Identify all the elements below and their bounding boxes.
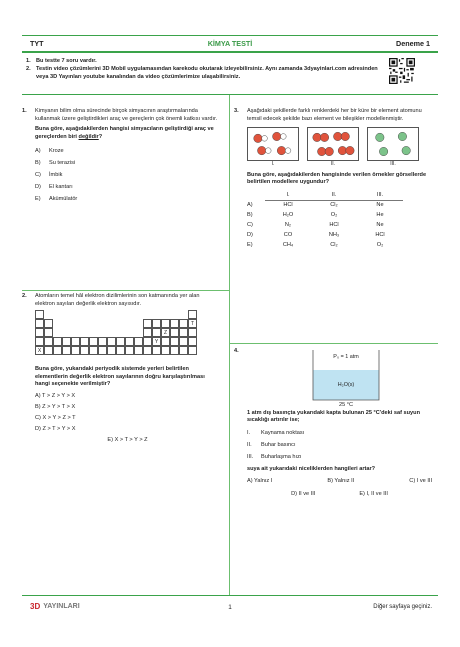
option-text: Kroze	[49, 147, 64, 154]
element-x: X	[35, 346, 44, 355]
liquid-label: H₂O(s)	[337, 382, 355, 388]
pt-cell	[152, 346, 161, 355]
pt-cell	[179, 319, 188, 328]
pt-cell	[143, 328, 152, 337]
pt-cell	[44, 337, 53, 346]
item-key: III.	[247, 453, 254, 460]
instruction-text: Testin video çözümlerini 3D Mobil uygulamasından karekodu okutarak izleyebilirsiniz. Aynı zamanda 3dyayinlari.com adresinden veya 3D Yayınları youtube kanalından da video çözümlerimize ulaşabilirsiniz.	[36, 66, 378, 80]
item-text: Buharlaşma hızı	[261, 453, 302, 460]
option-text: Z > T > Y > X	[42, 425, 76, 432]
answer-options	[35, 145, 220, 205]
prompt-end: ?	[98, 133, 103, 140]
option-key: B)	[35, 159, 41, 166]
option-text: Su terazisi	[49, 159, 76, 166]
header	[22, 36, 438, 51]
column-header: II.	[311, 191, 357, 201]
header-band	[22, 51, 438, 53]
option-e[interactable]	[359, 491, 388, 499]
table-cell: Ne	[376, 202, 384, 209]
figure-label: I.	[271, 161, 275, 168]
question-stem: 1 atm dış basınçta yukarıdaki kapta bulunan 25 °C'deki saf suyun sıcaklığı artırılır ise;	[247, 409, 420, 424]
answer-options-row-2	[247, 491, 432, 499]
column-divider	[229, 95, 230, 595]
header-title: KİMYA TESTİ	[207, 39, 253, 48]
table-cell: HCl	[283, 202, 293, 209]
pt-cell	[53, 337, 62, 346]
quantity-list	[247, 428, 432, 464]
option-key: E)	[247, 242, 253, 249]
question-number: 3.	[234, 108, 239, 114]
option-d[interactable]	[35, 426, 135, 437]
answer-table	[247, 191, 403, 251]
pt-cell	[53, 346, 62, 355]
option-a[interactable]	[247, 478, 272, 486]
periodic-table-figure	[35, 310, 195, 358]
item-text: Kaynama noktası	[261, 429, 305, 436]
option-text: İmbik	[49, 171, 63, 178]
pt-cell	[170, 319, 179, 328]
model-figure-3	[367, 127, 419, 161]
answer-options-row-1	[247, 478, 432, 486]
question-number: 2.	[22, 293, 27, 299]
option-b[interactable]	[327, 478, 354, 486]
pt-cell	[116, 337, 125, 346]
pt-cell	[44, 319, 53, 328]
pt-cell	[89, 337, 98, 346]
item-key: II.	[247, 441, 252, 448]
option-key: A)	[247, 478, 253, 485]
option-text: Yalnız II	[334, 478, 355, 485]
pt-cell	[44, 328, 53, 337]
instruction-text: Bu testte 7 soru vardır.	[36, 58, 97, 64]
pt-cell	[170, 337, 179, 346]
option-c[interactable]	[409, 478, 432, 486]
pt-cell	[134, 337, 143, 346]
pt-cell	[170, 328, 179, 337]
negation-word: değildir	[78, 133, 99, 140]
pt-cell	[143, 319, 152, 328]
table-cell: N₂	[284, 222, 292, 229]
option-b[interactable]	[35, 157, 220, 169]
pt-cell	[188, 310, 197, 319]
row-divider-left	[22, 290, 229, 291]
pt-cell	[44, 346, 53, 355]
question-prompt: suya ait yukarıdaki niceliklerden hangileri artar?	[247, 465, 376, 472]
pressure-label: P₀ = 1 atm	[333, 354, 359, 360]
pt-cell	[179, 328, 188, 337]
option-d[interactable]	[35, 181, 220, 193]
option-key: C)	[35, 171, 41, 178]
table-cell: Cl₂	[330, 242, 338, 249]
option-c[interactable]	[35, 415, 135, 426]
option-key: B)	[247, 212, 253, 219]
pt-cell	[35, 337, 44, 346]
instruction-2	[26, 65, 386, 81]
pt-cell	[179, 346, 188, 355]
option-b[interactable]	[35, 404, 135, 415]
logo-text: YAYINLARI	[43, 603, 80, 610]
pt-cell	[35, 319, 44, 328]
instruction-1	[26, 57, 386, 65]
pt-cell	[62, 337, 71, 346]
option-key: A)	[35, 147, 41, 154]
column-header: III.	[357, 191, 403, 201]
option-key: E)	[35, 195, 41, 202]
model-figure-1	[247, 127, 299, 161]
option-e[interactable]	[35, 193, 220, 205]
question-prompt: Buna göre, aşağıdakilerden hangisinde verilen örnekler görsellerde belirtilen modellere uygundur?	[247, 171, 427, 186]
option-key: A)	[247, 202, 253, 209]
pt-cell	[179, 337, 188, 346]
table-cell: O₂	[330, 212, 338, 219]
pt-cell	[71, 337, 80, 346]
pt-cell	[107, 337, 116, 346]
page-number: 1	[228, 604, 232, 611]
pt-cell	[116, 346, 125, 355]
option-key: B)	[327, 478, 333, 485]
logo-mark: 3D	[30, 602, 41, 611]
pt-cell	[134, 346, 143, 355]
question-stem: Kimyanın bilim olma sürecinde birçok simyacının araştırmalarında kullanmak üzere geliştirdikleri araç ve gereçlerin çok önemli katkısı vardır.	[35, 108, 218, 122]
option-c[interactable]	[247, 221, 403, 231]
option-d[interactable]	[291, 491, 315, 499]
option-text: II ve III	[298, 490, 316, 497]
option-text: Akümülatör	[49, 195, 78, 202]
table-cell: CO	[283, 232, 293, 239]
row-divider-right	[230, 343, 438, 344]
element-t: T	[188, 319, 197, 328]
option-text: I, II ve III	[366, 490, 388, 497]
figure-labels	[247, 161, 432, 169]
column-header: I.	[265, 191, 311, 201]
prompt-text: Buna göre, aşağıdakilerden hangisi simyacıların geliştirdiği araç ve gereçlerden biri	[35, 126, 214, 140]
question-2	[22, 293, 220, 448]
option-key: E)	[107, 436, 113, 443]
question-4	[234, 348, 432, 499]
question-stem: Atomların temel hâl elektron dizilimlerinin son katmanında yer alan elektron sayıları değerlik elektron sayısıdır.	[35, 293, 200, 307]
option-key: A)	[35, 392, 41, 399]
answer-options	[35, 393, 220, 448]
question-3	[234, 108, 432, 251]
pt-cell	[188, 337, 197, 346]
option-b[interactable]	[247, 211, 403, 221]
option-key: D)	[291, 490, 297, 497]
question-number: 1.	[22, 108, 27, 114]
pt-cell	[89, 346, 98, 355]
option-a[interactable]	[35, 393, 135, 404]
option-e[interactable]	[247, 241, 403, 251]
option-key: E)	[359, 490, 365, 497]
pt-cell	[80, 337, 89, 346]
option-key: C)	[35, 414, 41, 421]
instruction-number: 2.	[26, 66, 31, 72]
question-stem: Aşağıdaki şekillerde farklı renklerdeki her bir küre bir element atomunu temsil edecek şekilde bazı element ve bileşikler modellenmiştir.	[247, 108, 422, 122]
molecule-models	[247, 127, 432, 161]
option-text: Z > Y > T > X	[42, 403, 76, 410]
pt-cell	[152, 328, 161, 337]
qr-code-icon[interactable]	[389, 58, 415, 84]
table-cell: Cl₂	[330, 202, 338, 209]
option-c[interactable]	[35, 169, 220, 181]
footer-rule	[22, 595, 438, 596]
option-key: C)	[247, 222, 253, 229]
pt-cell	[143, 337, 152, 346]
pt-cell	[188, 346, 197, 355]
pt-cell	[80, 346, 89, 355]
option-d[interactable]	[247, 231, 403, 241]
quantity-item	[247, 440, 432, 452]
figure-label: II.	[330, 161, 336, 168]
instruction-number: 1.	[26, 58, 31, 64]
pt-cell	[161, 319, 170, 328]
pt-cell	[125, 346, 134, 355]
element-z: Z	[161, 328, 170, 337]
option-e[interactable]	[35, 437, 220, 448]
option-text: El kantarı	[49, 183, 73, 190]
pt-cell	[35, 328, 44, 337]
pt-cell	[161, 337, 170, 346]
option-a[interactable]	[35, 145, 220, 157]
option-text: X > Y > Z > T	[42, 414, 76, 421]
pt-cell	[170, 346, 179, 355]
question-1	[22, 108, 220, 205]
header-left: TYT	[30, 39, 44, 48]
option-text: Yalnız I	[254, 478, 273, 485]
pt-cell	[161, 346, 170, 355]
next-page-note: Diğer sayfaya geçiniz.	[373, 604, 432, 610]
table-cell: O₂	[376, 242, 384, 249]
temperature-label: 25 °C	[338, 402, 354, 408]
answer-table-header	[247, 191, 403, 201]
element-y: Y	[152, 337, 161, 346]
pt-cell	[62, 346, 71, 355]
header-separator	[22, 94, 438, 95]
pt-cell	[98, 346, 107, 355]
figure-label: III.	[390, 161, 396, 168]
pt-cell	[152, 319, 161, 328]
pt-cell	[188, 328, 197, 337]
option-key: C)	[409, 478, 416, 485]
table-cell: HCl	[375, 232, 385, 239]
beaker-figure	[311, 348, 381, 402]
question-number: 4.	[234, 348, 239, 354]
option-text: T > Z > Y > X	[42, 392, 76, 399]
option-key: D)	[247, 232, 253, 239]
instructions	[26, 57, 386, 81]
pt-cell	[143, 346, 152, 355]
option-text: X > T > Y > Z	[114, 436, 148, 443]
pt-cell	[35, 310, 44, 319]
table-cell: Ne	[376, 222, 384, 229]
item-key: I.	[247, 429, 251, 436]
option-text: I ve III	[416, 478, 432, 485]
pt-cell	[98, 337, 107, 346]
option-key: D)	[35, 183, 41, 190]
pt-cell	[125, 337, 134, 346]
question-prompt: Buna göre, yukarıdaki periyodik sistemde yerleri belirtilen elementlerin değerlik elektron sayılarının doğru karşılaştırılması hangi seçenekte verilmiştir?	[35, 366, 205, 388]
question-prompt	[35, 126, 220, 141]
item-text: Buhar basıncı	[261, 441, 296, 448]
pt-cell	[71, 346, 80, 355]
table-cell: HCl	[329, 222, 339, 229]
model-figure-2	[307, 127, 359, 161]
header-right: Deneme 1	[396, 39, 430, 48]
table-cell: CH₄	[282, 242, 294, 249]
table-cell: NH₃	[328, 232, 340, 239]
table-cell: H₂O	[282, 212, 294, 219]
quantity-item	[247, 452, 432, 464]
option-key: B)	[35, 403, 41, 410]
table-cell: He	[376, 212, 384, 219]
pt-cell	[107, 346, 116, 355]
option-a[interactable]	[247, 201, 403, 211]
quantity-item	[247, 428, 432, 440]
option-key: D)	[35, 425, 41, 432]
